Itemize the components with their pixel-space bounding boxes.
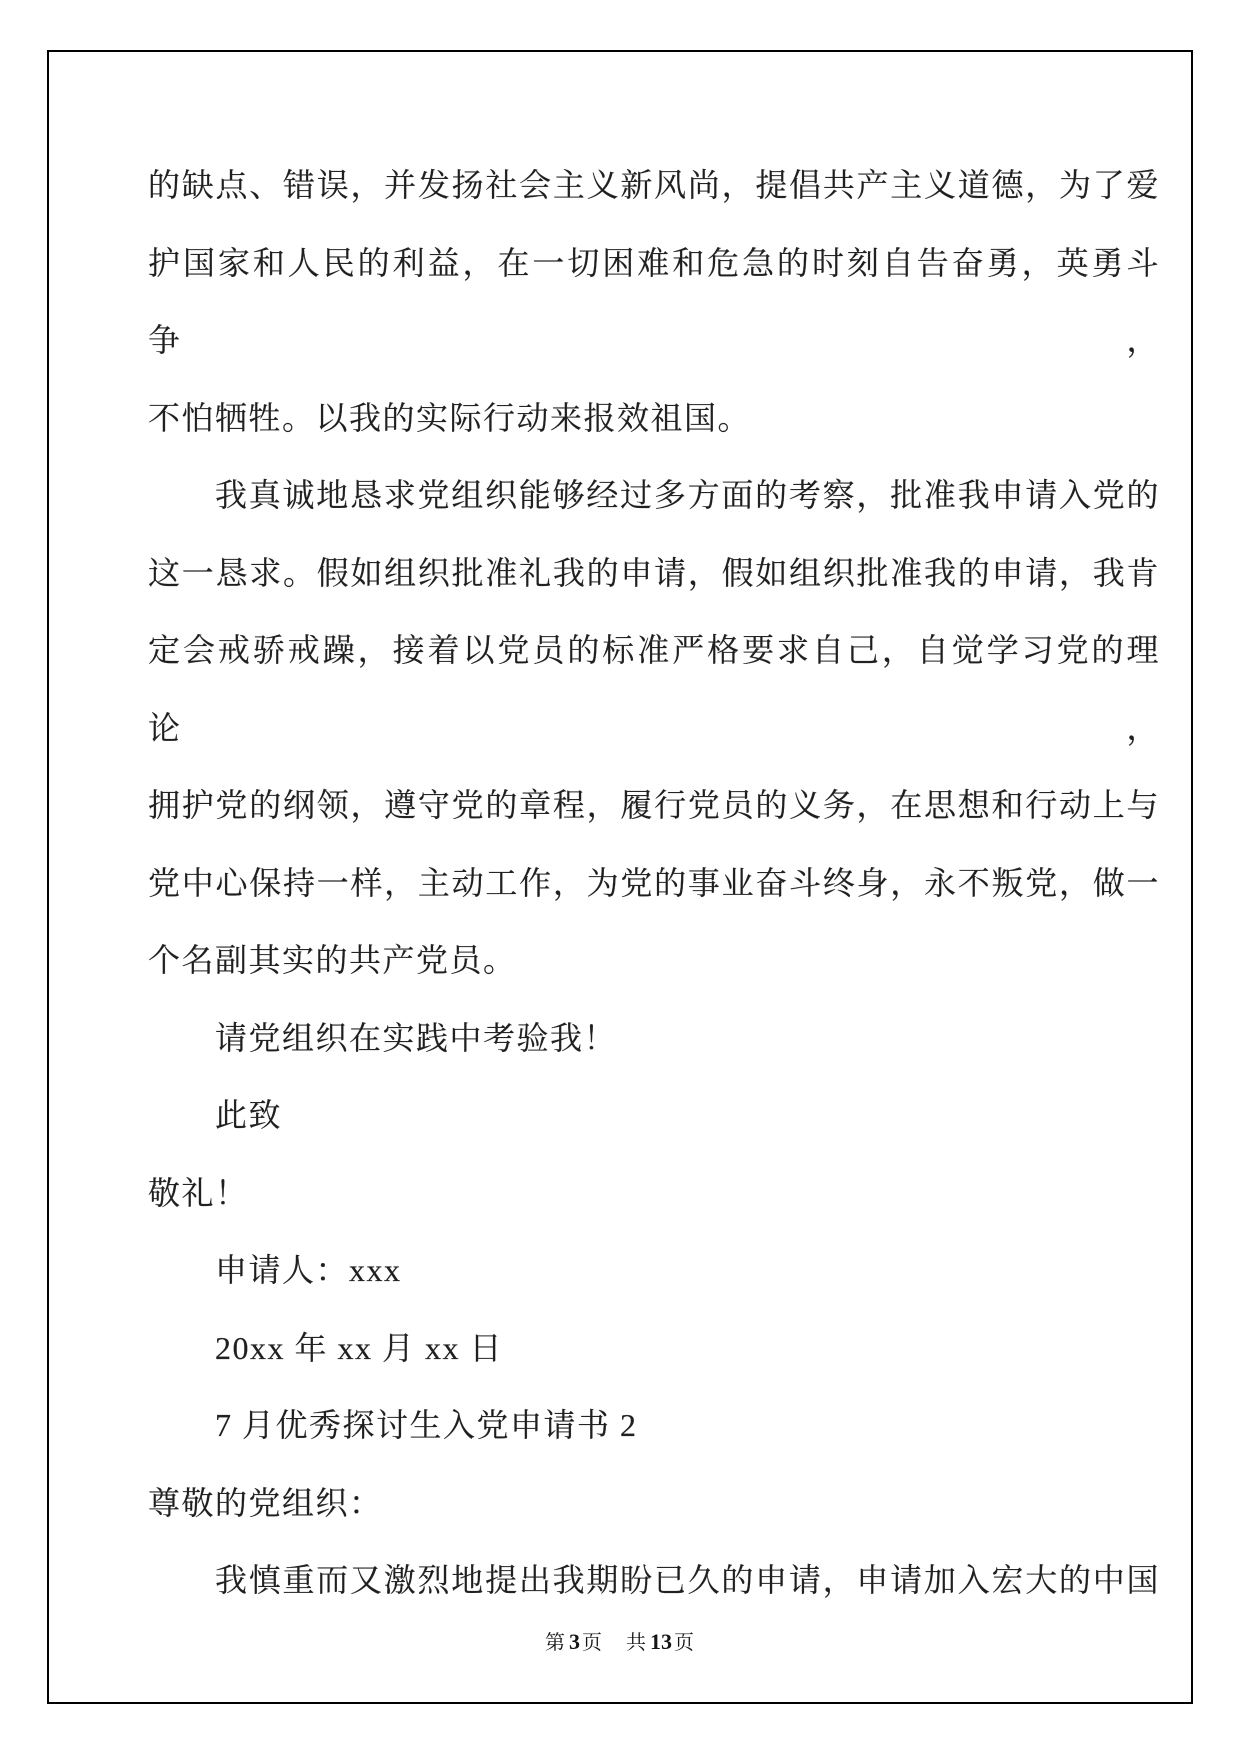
text-line: 护国家和人民的利益，在一切困难和危急的时刻自告奋勇，英勇斗争， <box>148 244 1160 358</box>
footer-total-unit: 页 <box>674 1632 696 1654</box>
text-line: 请党组织在实践中考验我！ <box>215 1019 618 1056</box>
footer-total-prefix: 共 <box>626 1632 648 1654</box>
page-footer <box>0 1626 1241 1655</box>
text-line: 7 月优秀探讨生入党申请书 2 <box>215 1407 638 1443</box>
text-line: 定会戒骄戒躁，接着以党员的标准严格要求自己，自觉学习党的理论， <box>148 632 1160 746</box>
document-body <box>148 147 1160 1620</box>
footer-total-pages <box>626 1629 696 1654</box>
text-line: 此致 <box>215 1097 283 1133</box>
footer-current-prefix: 第 <box>545 1632 567 1654</box>
text-line: 尊敬的党组织： <box>148 1484 383 1521</box>
text-line: 个名副其实的共产党员。 <box>148 942 517 978</box>
total-page-number: 13 <box>650 1629 672 1654</box>
text-line: 敬礼！ <box>148 1174 249 1211</box>
text-line: 20xx 年 xx 月 xx 日 <box>215 1329 504 1366</box>
text-line: 党中心保持一样，主动工作，为党的事业奋斗终身，永不叛党，做一 <box>148 864 1160 901</box>
text-line: 不怕牺牲。以我的实际行动来报效祖国。 <box>148 399 752 436</box>
footer-current-unit: 页 <box>582 1632 604 1654</box>
text-line: 申请人：xxx <box>215 1252 402 1288</box>
text-line: 拥护党的纲领，遵守党的章程，履行党员的义务，在思想和行动上与 <box>148 787 1160 823</box>
footer-current-page <box>545 1629 604 1654</box>
text-line: 我慎重而又激烈地提出我期盼已久的申请，申请加入宏大的中国 <box>215 1562 1160 1598</box>
text-line: 这一恳求。假如组织批准礼我的申请，假如组织批准我的申请，我肯 <box>148 554 1160 591</box>
text-line: 的缺点、错误，并发扬社会主义新风尚，提倡共产主义道德，为了爱 <box>148 167 1160 203</box>
text-line: 我真诚地恳求党组织能够经过多方面的考察，批准我申请入党的 <box>215 477 1160 513</box>
current-page-number: 3 <box>569 1629 580 1654</box>
